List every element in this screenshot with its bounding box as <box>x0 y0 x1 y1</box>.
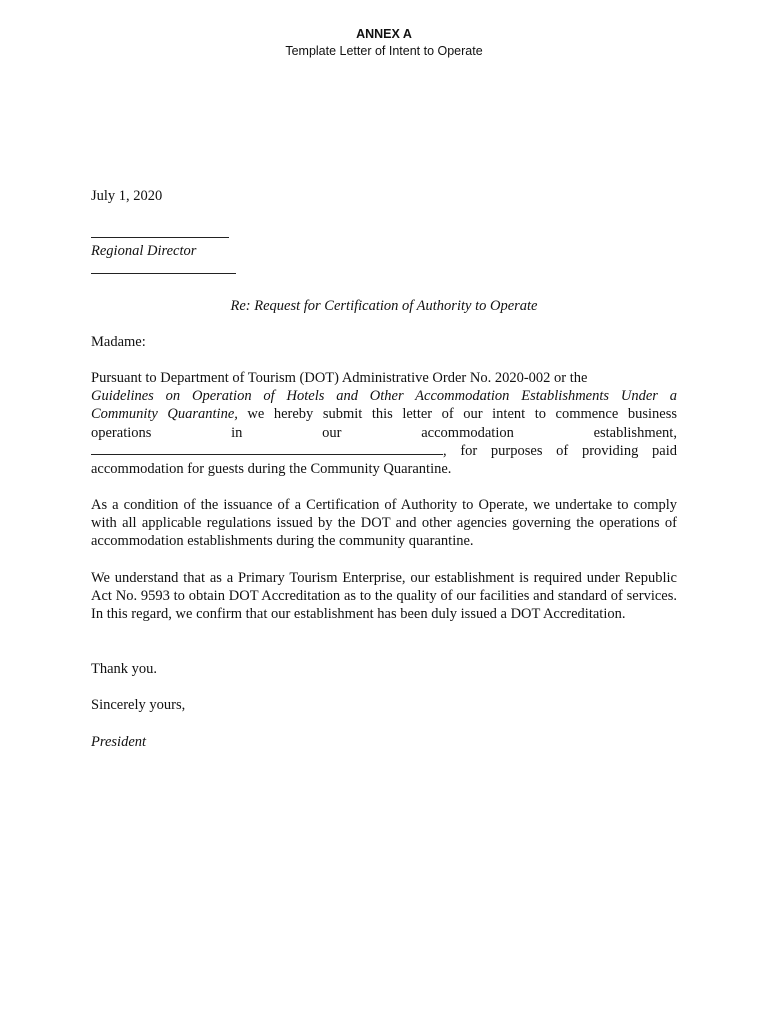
recipient-title: Regional Director <box>91 243 197 259</box>
paragraph-undertaking: As a condition of the issuance of a Certification of Authority to Operate, we undertake to comply with all applicable regulations issued by the DOT and other agencies governing the operations of accommodation establishments during the community quarantine. <box>91 497 677 550</box>
p1-line-5: , for purposes of providing paid <box>91 442 677 460</box>
letter-date: July 1, 2020 <box>91 188 163 204</box>
recipient-office-blank <box>91 273 236 274</box>
closing: Sincerely yours, <box>91 697 186 713</box>
recipient-name-blank <box>91 237 229 238</box>
template-subtitle: Template Letter of Intent to Operate <box>285 44 483 58</box>
paragraph-intent <box>91 369 677 478</box>
p1-line-6: accommodation for guests during the Community Quarantine. <box>91 461 452 478</box>
annex-heading: ANNEX A <box>356 27 412 41</box>
p1-line-1: Pursuant to Department of Tourism (DOT) Administrative Order No. 2020-002 or the <box>91 370 588 386</box>
p1-line-3: Community Quarantine, we hereby submit this letter of our intent to commence business <box>91 406 677 423</box>
p1-line-4: operations in our accommodation establishment, <box>91 424 677 441</box>
salutation: Madame: <box>91 334 146 350</box>
thank-you: Thank you. <box>91 661 158 677</box>
paragraph-accreditation: We understand that as a Primary Tourism Enterprise, our establishment is required under Republic Act No. 9593 to obtain DOT Accreditation as to the quality of our facilities and standard of services. In this regard, we confirm that our establishment has been duly issued a DOT Accreditation. <box>91 570 677 623</box>
re-line: Re: Request for Certification of Authority to Operate <box>230 298 538 314</box>
establishment-name-blank <box>91 442 443 455</box>
signatory-title: President <box>91 734 147 750</box>
p1-line-2: Guidelines on Operation of Hotels and Other Accommodation Establishments Under a <box>91 388 677 405</box>
